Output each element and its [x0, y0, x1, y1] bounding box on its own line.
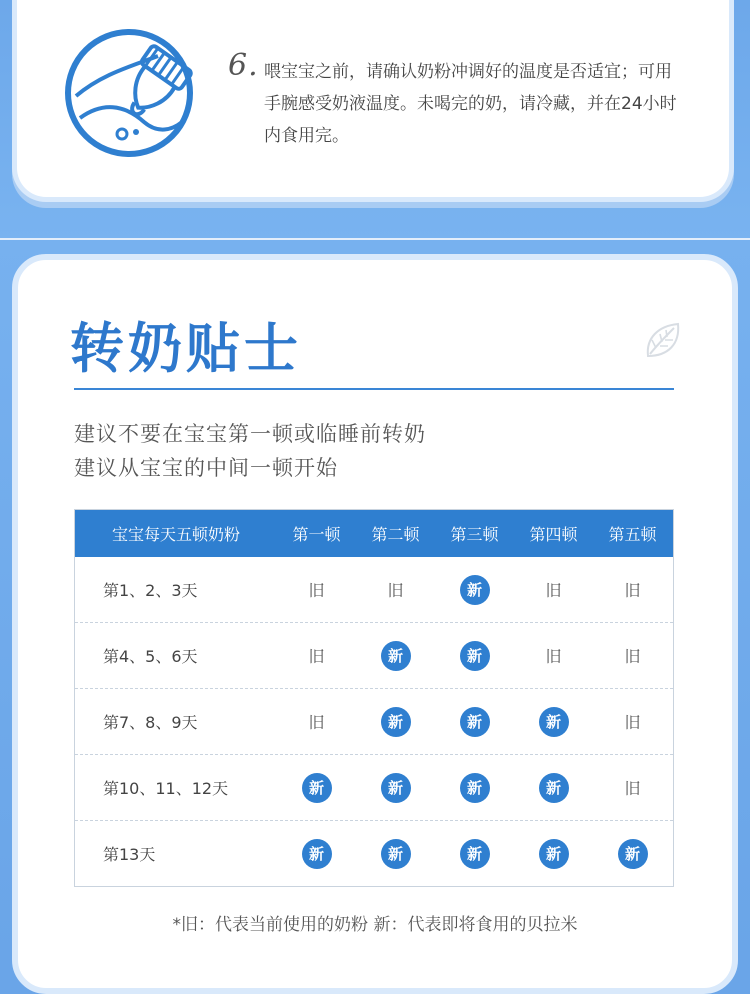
old-formula-mark: 旧: [545, 647, 562, 666]
new-formula-badge: 新: [381, 707, 411, 737]
new-formula-badge: 新: [381, 773, 411, 803]
new-formula-badge: 新: [460, 707, 490, 737]
table-cell: [514, 773, 593, 803]
old-formula-mark: 旧: [308, 647, 325, 666]
table-cell: [356, 773, 435, 803]
old-formula-mark: 旧: [624, 779, 641, 798]
table-cell: [435, 707, 514, 737]
old-formula-mark: 旧: [624, 647, 641, 666]
new-formula-badge: 新: [618, 839, 648, 869]
header-cell-meal-5: 第五顿: [608, 525, 657, 544]
table-cell: [277, 773, 356, 803]
table-cell: [435, 641, 514, 671]
header-cell-meal-1: 第一顿: [292, 525, 341, 544]
footnote: *旧：代表当前使用的奶粉 新：代表即将食用的贝拉米: [172, 915, 578, 935]
table-cell: [593, 578, 672, 601]
new-formula-badge: 新: [460, 575, 490, 605]
row-label: 第13天: [103, 845, 156, 864]
table-cell: [514, 644, 593, 667]
old-formula-mark: 旧: [387, 581, 404, 600]
table-cell: [593, 644, 672, 667]
old-formula-mark: 旧: [545, 581, 562, 600]
table-row: [75, 688, 673, 754]
section-divider: [0, 238, 750, 240]
table-cell: [435, 839, 514, 869]
table-cell: [435, 575, 514, 605]
header-cell-meal-2: 第二顿: [371, 525, 420, 544]
new-formula-badge: 新: [539, 707, 569, 737]
table-row: [75, 820, 673, 886]
old-formula-mark: 旧: [308, 713, 325, 732]
new-formula-badge: 新: [460, 773, 490, 803]
advice-line-2: 建议从宝宝的中间一顿开始: [74, 456, 338, 480]
new-formula-badge: 新: [539, 839, 569, 869]
old-formula-mark: 旧: [308, 581, 325, 600]
row-label: 第7、8、9天: [103, 713, 198, 732]
header-cell-meals: 宝宝每天五顿奶粉: [111, 525, 240, 544]
new-formula-badge: 新: [302, 839, 332, 869]
new-formula-badge: 新: [460, 641, 490, 671]
table-cell: [514, 707, 593, 737]
table-row: [75, 754, 673, 820]
table-cell: [514, 578, 593, 601]
tip-number: 6.: [228, 48, 259, 83]
tip-text: 喂宝宝之前，请确认奶粉冲调好的温度是否适宜；可用手腕感受奶液温度。未喝完的奶，请冷藏，并在24小时内食用完。: [264, 62, 677, 146]
new-formula-badge: 新: [539, 773, 569, 803]
table-cell: [435, 773, 514, 803]
table-cell: [277, 839, 356, 869]
table-cell: [277, 578, 356, 601]
table-cell: [593, 776, 672, 799]
table-cell: [514, 839, 593, 869]
leaf-icon: [640, 318, 686, 364]
header-cell-meal-4: 第四顿: [529, 525, 578, 544]
table-cell: [356, 839, 435, 869]
table-cell: [356, 578, 435, 601]
table-row: [75, 557, 673, 622]
table-header-row: [75, 510, 673, 557]
new-formula-badge: 新: [381, 839, 411, 869]
baby-bottle-icon: [62, 26, 196, 160]
advice-line-1: 建议不要在宝宝第一顿或临睡前转奶: [74, 422, 426, 446]
table-cell: [593, 710, 672, 733]
row-label: 第4、5、6天: [103, 647, 198, 666]
table-body: [75, 557, 673, 886]
table-cell: [277, 644, 356, 667]
row-label: 第10、11、12天: [103, 779, 229, 798]
new-formula-badge: 新: [460, 839, 490, 869]
row-label: 第1、2、3天: [103, 581, 198, 600]
header-cell-meal-3: 第三顿: [450, 525, 499, 544]
new-formula-badge: 新: [381, 641, 411, 671]
old-formula-mark: 旧: [624, 581, 641, 600]
table-row: [75, 622, 673, 688]
section-title: 转奶贴士: [70, 317, 302, 380]
old-formula-mark: 旧: [624, 713, 641, 732]
new-formula-badge: 新: [302, 773, 332, 803]
table-cell: [277, 710, 356, 733]
table-cell: [356, 707, 435, 737]
table-cell: [593, 839, 672, 869]
table-cell: [356, 641, 435, 671]
title-underline: [74, 388, 674, 390]
transition-schedule-table: [74, 509, 674, 887]
